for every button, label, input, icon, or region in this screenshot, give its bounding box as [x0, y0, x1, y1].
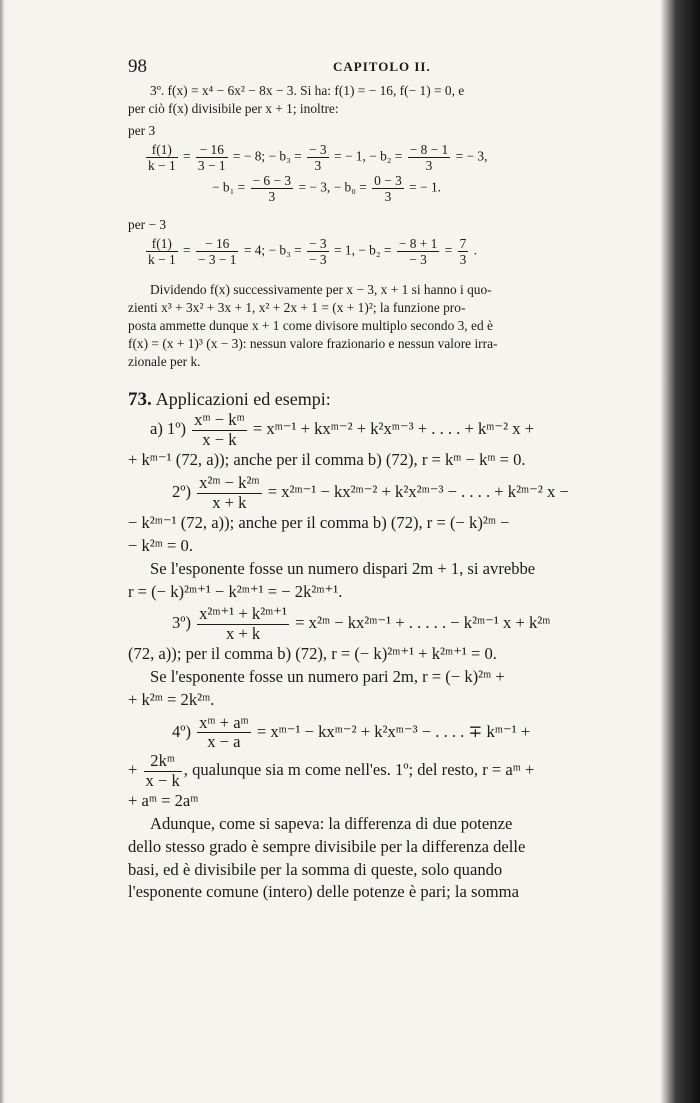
- page-shadow-left: [0, 0, 5, 1103]
- conclusion-line-2: dello stesso grado è sempre divisibile per la differenza delle: [128, 836, 526, 856]
- example-3-line-1: 3º. f(x) = x⁴ − 6x² − 8x − 3. Si ha: f(1) = − 16, f(− 1) = 0, e: [150, 83, 465, 98]
- chapter-title: CAPITOLO II.: [333, 59, 431, 74]
- fraction: $\frac{- 8 - 1}{3}$: [409, 142, 449, 173]
- fraction: $\frac{7}{3}$: [459, 236, 467, 267]
- page-number: 98: [128, 56, 147, 77]
- even-exponent-line-1: Se l'esponente fosse un numero pari 2m, r = (− k)²ᵐ +: [150, 667, 505, 687]
- per-3-label: per 3: [128, 123, 156, 138]
- example-a2-continuation-1: − k²ᵐ⁻¹ (72, a)); anche per il comma b) (72), r = (− k)²ᵐ −: [128, 513, 510, 533]
- page-shadow-right: [660, 0, 700, 1103]
- fraction: $\frac{0 - 3}{3}$: [374, 173, 402, 204]
- per-minus-3-label: per − 3: [128, 217, 167, 232]
- fraction: $\frac{- 3}{3}$: [309, 142, 327, 173]
- example-a3-equation: 3º) $\frac{\text{x²ᵐ⁺¹ + k²ᵐ⁺¹}}{x + k}$ = x²ᵐ − kx²ᵐ⁻¹ + . . . . . − k²ᵐ⁻¹ x + k²ᵐ: [172, 604, 551, 643]
- conclusion-line-1: Adunque, come si sapeva: la differenza di due potenze: [150, 813, 513, 833]
- running-header: [128, 56, 634, 82]
- book-page: [128, 56, 634, 904]
- fraction: $\frac{\text{x²ᵐ⁺¹ + k²ᵐ⁺¹}}{x + k}$: [199, 604, 288, 643]
- conclusion-line-4: l'esponente comune (intero) delle potenze è pari; la somma: [128, 882, 519, 902]
- fraction: $\frac{- 16}{- 3 - 1}$: [197, 236, 237, 267]
- conclusion-line-3: basi, ed è divisibile per la somma di queste, solo quando: [128, 859, 503, 879]
- fraction: $\frac{- 16}{3 - 1}$: [197, 142, 226, 173]
- odd-exponent-line-2: r = (− k)²ᵐ⁺¹ − k²ᵐ⁺¹ = − 2k²ᵐ⁺¹.: [128, 581, 343, 601]
- equation-per-3-row-1: $\frac{f(1)}{k - 1}$ = $\frac{- 16}{3 - 1}$ = − 8; − b₃ = $\frac{- 3}{3}$ = − 1, − b₂ = $\frac{- 8 - 1}{3}$ = − 3,: [148, 142, 488, 173]
- example-3-line-2: per ciò f(x) divisibile per x + 1; inoltre:: [128, 101, 339, 116]
- fraction: $\frac{\text{xᵐ − kᵐ}}{x - k}$: [194, 410, 245, 449]
- division-paragraph: Dividendo f(x) successivamente per x − 3, x + 1 si hanno i quo- zienti x³ + 3x² + 3x + 1, x² + 2x + 1 = (x + 1)²; la funzione pro- posta ammette dunque x + 1 come divisore multiplo secondo 3, ed è f(x) = (x + 1)³ (x − 3): nessun valore frazionario e nessun valore irra- zionale per k.: [128, 282, 498, 369]
- fraction: $\frac{- 3}{- 3}$: [309, 236, 327, 267]
- example-a3-continuation: (72, a)); per il comma b) (72), r = (− k)²ᵐ⁺¹ + k²ᵐ⁺¹ = 0.: [128, 644, 497, 664]
- example-a4-continuation-2: + aᵐ = 2aᵐ: [128, 791, 199, 811]
- section-73-body: [128, 411, 634, 904]
- section-title: Applicazioni ed esempi:: [155, 389, 331, 409]
- fraction: $\frac{\text{x²ᵐ − k²ᵐ}}{x + k}$: [199, 472, 260, 512]
- fraction: $\frac{\text{xᵐ + aᵐ}}{x - a}$: [199, 712, 249, 752]
- even-exponent-line-2: + k²ᵐ = 2k²ᵐ.: [128, 690, 215, 710]
- fraction: $\frac{f(1)}{k - 1}$: [148, 236, 176, 267]
- odd-exponent-line-1: Se l'esponente fosse un numero dispari 2m + 1, si avrebbe: [150, 558, 536, 578]
- example-a2-continuation-2: − k²ᵐ = 0.: [128, 535, 193, 555]
- example-3-block: [128, 82, 634, 371]
- section-number: 73.: [128, 389, 152, 410]
- fraction: $\frac{- 6 - 3}{3}$: [252, 173, 292, 204]
- fraction: $\frac{f(1)}{k - 1}$: [148, 142, 176, 173]
- example-a1-equation: a) 1º) $\frac{\text{xᵐ − kᵐ}}{x - k}$ = xᵐ⁻¹ + kxᵐ⁻² + k²xᵐ⁻³ + . . . . + kᵐ⁻² x +: [150, 410, 535, 449]
- section-73-heading: [128, 389, 634, 411]
- example-a4-continuation: + $\frac{\text{2kᵐ}}{x - k}$ , qualunque sia m come nell'es. 1º; del resto, r = aᵐ +: [128, 751, 535, 790]
- fraction: $\frac{- 8 + 1}{- 3}$: [398, 236, 438, 267]
- example-a1-continuation: + kᵐ⁻¹ (72, a)); anche per il comma b) (72), r = kᵐ − kᵐ = 0.: [128, 450, 526, 470]
- equation-per-3-row-2: − b₁ = $\frac{- 6 - 3}{3}$ = − 3, − b₀ = $\frac{0 - 3}{3}$ = − 1.: [212, 173, 441, 204]
- example-a2-equation: 2º) $\frac{\text{x²ᵐ − k²ᵐ}}{x + k}$ = x²ᵐ⁻¹ − kx²ᵐ⁻² + k²x²ᵐ⁻³ − . . . . + k²ᵐ⁻² x −: [172, 472, 569, 512]
- fraction: $\frac{\text{2kᵐ}}{x - k}$: [145, 751, 180, 790]
- equation-per-minus-3: $\frac{f(1)}{k - 1}$ = $\frac{- 16}{- 3 - 1}$ = 4; − b₃ = $\frac{- 3}{- 3}$ = 1, − b₂ = $\frac{- 8 + 1}{- 3}$ = $\frac{7}{3}$ .: [148, 236, 478, 267]
- example-a4-equation: 4º) $\frac{\text{xᵐ + aᵐ}}{x - a}$ = xᵐ⁻¹ − kxᵐ⁻² + k²xᵐ⁻³ − . . . . ∓ kᵐ⁻¹ +: [172, 712, 531, 752]
